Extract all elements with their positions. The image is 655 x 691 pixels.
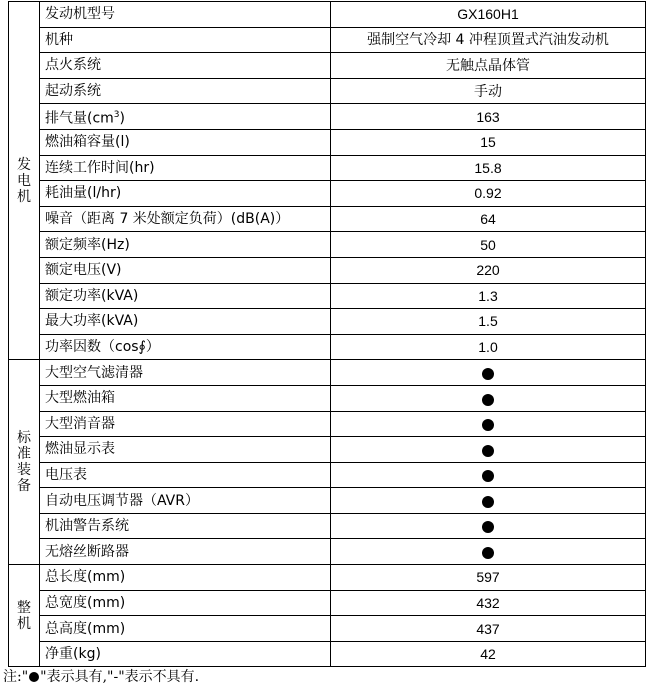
spec-value-text: 163 bbox=[476, 108, 500, 125]
spec-label bbox=[40, 283, 331, 309]
spec-label-text: 额定频率(Hz) bbox=[45, 236, 130, 253]
table-row bbox=[9, 53, 646, 79]
spec-value bbox=[331, 565, 646, 591]
section-char: 整 bbox=[17, 599, 31, 616]
spec-label-text: 功率因数（cos∮） bbox=[45, 339, 160, 356]
spec-label-text: 燃油显示表 bbox=[45, 441, 115, 458]
spec-label bbox=[40, 78, 331, 104]
spec-label-text: 总长度(mm) bbox=[45, 569, 126, 586]
spec-value-text: 强制空气冷却 4 冲程顶置式汽油发动机 bbox=[367, 32, 609, 49]
spec-value-text: 1.0 bbox=[478, 339, 498, 356]
footnote-middle: "表示具有," bbox=[40, 669, 114, 685]
spec-label bbox=[40, 385, 331, 411]
spec-value bbox=[331, 181, 646, 207]
filled-dot-icon bbox=[482, 445, 494, 457]
spec-value bbox=[331, 437, 646, 463]
filled-dot-icon bbox=[482, 521, 494, 533]
spec-label-text: 大型燃油箱 bbox=[45, 390, 115, 407]
section-char: 机 bbox=[17, 615, 31, 632]
spec-value bbox=[331, 641, 646, 667]
filled-dot-icon bbox=[482, 419, 494, 431]
spec-label bbox=[40, 104, 331, 130]
spec-value-text: 15 bbox=[480, 134, 496, 151]
spec-value-text: 597 bbox=[476, 569, 500, 586]
spec-label bbox=[40, 488, 331, 514]
spec-label bbox=[40, 411, 331, 437]
spec-value-text: 0.92 bbox=[474, 185, 502, 202]
table-row bbox=[9, 232, 646, 258]
spec-value-text: 15.8 bbox=[474, 159, 502, 176]
table-row bbox=[9, 411, 646, 437]
spec-value bbox=[331, 462, 646, 488]
table-row bbox=[9, 641, 646, 667]
spec-label bbox=[40, 513, 331, 539]
spec-value bbox=[331, 232, 646, 258]
spec-value bbox=[331, 616, 646, 642]
spec-value-text: 437 bbox=[476, 620, 500, 637]
spec-label-text: 大型消音器 bbox=[45, 415, 115, 432]
table-row bbox=[9, 181, 646, 207]
spec-value bbox=[331, 360, 646, 386]
spec-label bbox=[40, 27, 331, 53]
table-row bbox=[9, 565, 646, 591]
table-row bbox=[9, 27, 646, 53]
footnote-suffix: "表示不具有. bbox=[118, 669, 200, 685]
spec-value-text: 无触点晶体管 bbox=[446, 57, 530, 74]
spec-label-text: 机油警告系统 bbox=[45, 518, 129, 535]
spec-label bbox=[40, 539, 331, 565]
spec-label-text: 电压表 bbox=[45, 466, 87, 483]
section-char: 电 bbox=[17, 172, 31, 189]
spec-label-text: 最大功率(kVA) bbox=[45, 313, 139, 330]
section-label bbox=[9, 565, 40, 667]
spec-label bbox=[40, 334, 331, 360]
spec-value-text: 42 bbox=[480, 646, 496, 663]
filled-dot-icon bbox=[482, 368, 494, 380]
table-row bbox=[9, 360, 646, 386]
spec-label-text: 自动电压调节器（AVR） bbox=[45, 492, 199, 509]
spec-value bbox=[331, 206, 646, 232]
spec-label bbox=[40, 641, 331, 667]
spec-label-text: 耗油量(l/hr) bbox=[45, 185, 122, 202]
section-char: 备 bbox=[17, 478, 31, 495]
spec-table bbox=[8, 1, 646, 667]
spec-value-text: 1.3 bbox=[478, 287, 498, 304]
spec-label bbox=[40, 53, 331, 79]
table-row bbox=[9, 78, 646, 104]
spec-value bbox=[331, 411, 646, 437]
spec-label-text: 大型空气滤清器 bbox=[45, 364, 143, 381]
spec-label bbox=[40, 2, 331, 28]
spec-label-text: 噪音（距离 7 米处额定负荷）(dB(A)） bbox=[45, 211, 290, 228]
spec-value bbox=[331, 488, 646, 514]
spec-label-text: 连续工作时间(hr) bbox=[45, 159, 155, 176]
table-row bbox=[9, 257, 646, 283]
spec-value bbox=[331, 513, 646, 539]
spec-value bbox=[331, 129, 646, 155]
spec-value bbox=[331, 283, 646, 309]
table-row bbox=[9, 334, 646, 360]
table-row bbox=[9, 462, 646, 488]
footnote-prefix: 注:" bbox=[3, 669, 29, 685]
table-row bbox=[9, 104, 646, 130]
spec-value-text: 1.5 bbox=[478, 313, 498, 330]
spec-label bbox=[40, 360, 331, 386]
spec-label-text: 燃油箱容量(l) bbox=[45, 134, 130, 151]
table-row bbox=[9, 616, 646, 642]
spec-label-text: 排气量(cm bbox=[45, 110, 114, 127]
spec-label-text: 总高度(mm) bbox=[45, 620, 126, 637]
spec-label-text: 机种 bbox=[45, 31, 73, 48]
spec-value bbox=[331, 539, 646, 565]
table-row bbox=[9, 155, 646, 181]
footnote-dash: - bbox=[113, 669, 119, 685]
table-row bbox=[9, 385, 646, 411]
spec-value bbox=[331, 78, 646, 104]
table-row bbox=[9, 590, 646, 616]
spec-label-text: 额定电压(V) bbox=[45, 262, 122, 279]
spec-value bbox=[331, 334, 646, 360]
spec-label-text: 额定功率(kVA) bbox=[45, 287, 139, 304]
table-row bbox=[9, 309, 646, 335]
table-row bbox=[9, 2, 646, 28]
section-char: 发 bbox=[17, 156, 31, 173]
spec-label-text: 无熔丝断路器 bbox=[45, 543, 129, 560]
spec-label bbox=[40, 309, 331, 335]
spec-label bbox=[40, 232, 331, 258]
spec-value bbox=[331, 309, 646, 335]
spec-label-text: 总宽度(mm) bbox=[45, 594, 126, 611]
table-row bbox=[9, 283, 646, 309]
spec-value bbox=[331, 385, 646, 411]
section-char: 装 bbox=[17, 462, 31, 479]
spec-label bbox=[40, 565, 331, 591]
table-row bbox=[9, 129, 646, 155]
section-char: 标 bbox=[17, 430, 31, 447]
spec-label bbox=[40, 181, 331, 207]
table-row bbox=[9, 206, 646, 232]
table-row bbox=[9, 437, 646, 463]
spec-label bbox=[40, 257, 331, 283]
section-char: 准 bbox=[17, 446, 31, 463]
spec-label bbox=[40, 129, 331, 155]
spec-value-text: 64 bbox=[480, 211, 496, 228]
footnote bbox=[3, 668, 199, 686]
spec-label-end: ) bbox=[119, 110, 125, 127]
spec-value-text: 432 bbox=[476, 594, 500, 611]
filled-dot-icon bbox=[482, 496, 494, 508]
spec-label bbox=[40, 437, 331, 463]
spec-value-text: GX160H1 bbox=[457, 6, 519, 23]
filled-dot-icon bbox=[29, 672, 39, 682]
spec-label bbox=[40, 155, 331, 181]
spec-label-text: 点火系统 bbox=[45, 57, 101, 74]
spec-label-text: 发动机型号 bbox=[45, 6, 115, 23]
table-row bbox=[9, 539, 646, 565]
spec-value bbox=[331, 104, 646, 130]
section-char: 机 bbox=[17, 188, 31, 205]
spec-label-superscript: 3 bbox=[113, 109, 120, 120]
spec-value bbox=[331, 590, 646, 616]
spec-value bbox=[331, 27, 646, 53]
filled-dot-icon bbox=[482, 470, 494, 482]
spec-value bbox=[331, 2, 646, 28]
spec-value bbox=[331, 155, 646, 181]
spec-label-text: 起动系统 bbox=[45, 83, 101, 100]
section-label bbox=[9, 360, 40, 565]
filled-dot-icon bbox=[482, 394, 494, 406]
spec-label bbox=[40, 590, 331, 616]
spec-label-text: 净重(kg) bbox=[45, 646, 101, 663]
section-label bbox=[9, 2, 40, 360]
spec-label bbox=[40, 462, 331, 488]
spec-label bbox=[40, 206, 331, 232]
spec-label bbox=[40, 616, 331, 642]
table-row bbox=[9, 488, 646, 514]
spec-value-text: 50 bbox=[480, 236, 496, 253]
spec-value-text: 220 bbox=[476, 262, 500, 279]
filled-dot-icon bbox=[482, 547, 494, 559]
table-row bbox=[9, 513, 646, 539]
spec-value-text: 手动 bbox=[474, 83, 502, 100]
spec-value bbox=[331, 53, 646, 79]
spec-value bbox=[331, 257, 646, 283]
